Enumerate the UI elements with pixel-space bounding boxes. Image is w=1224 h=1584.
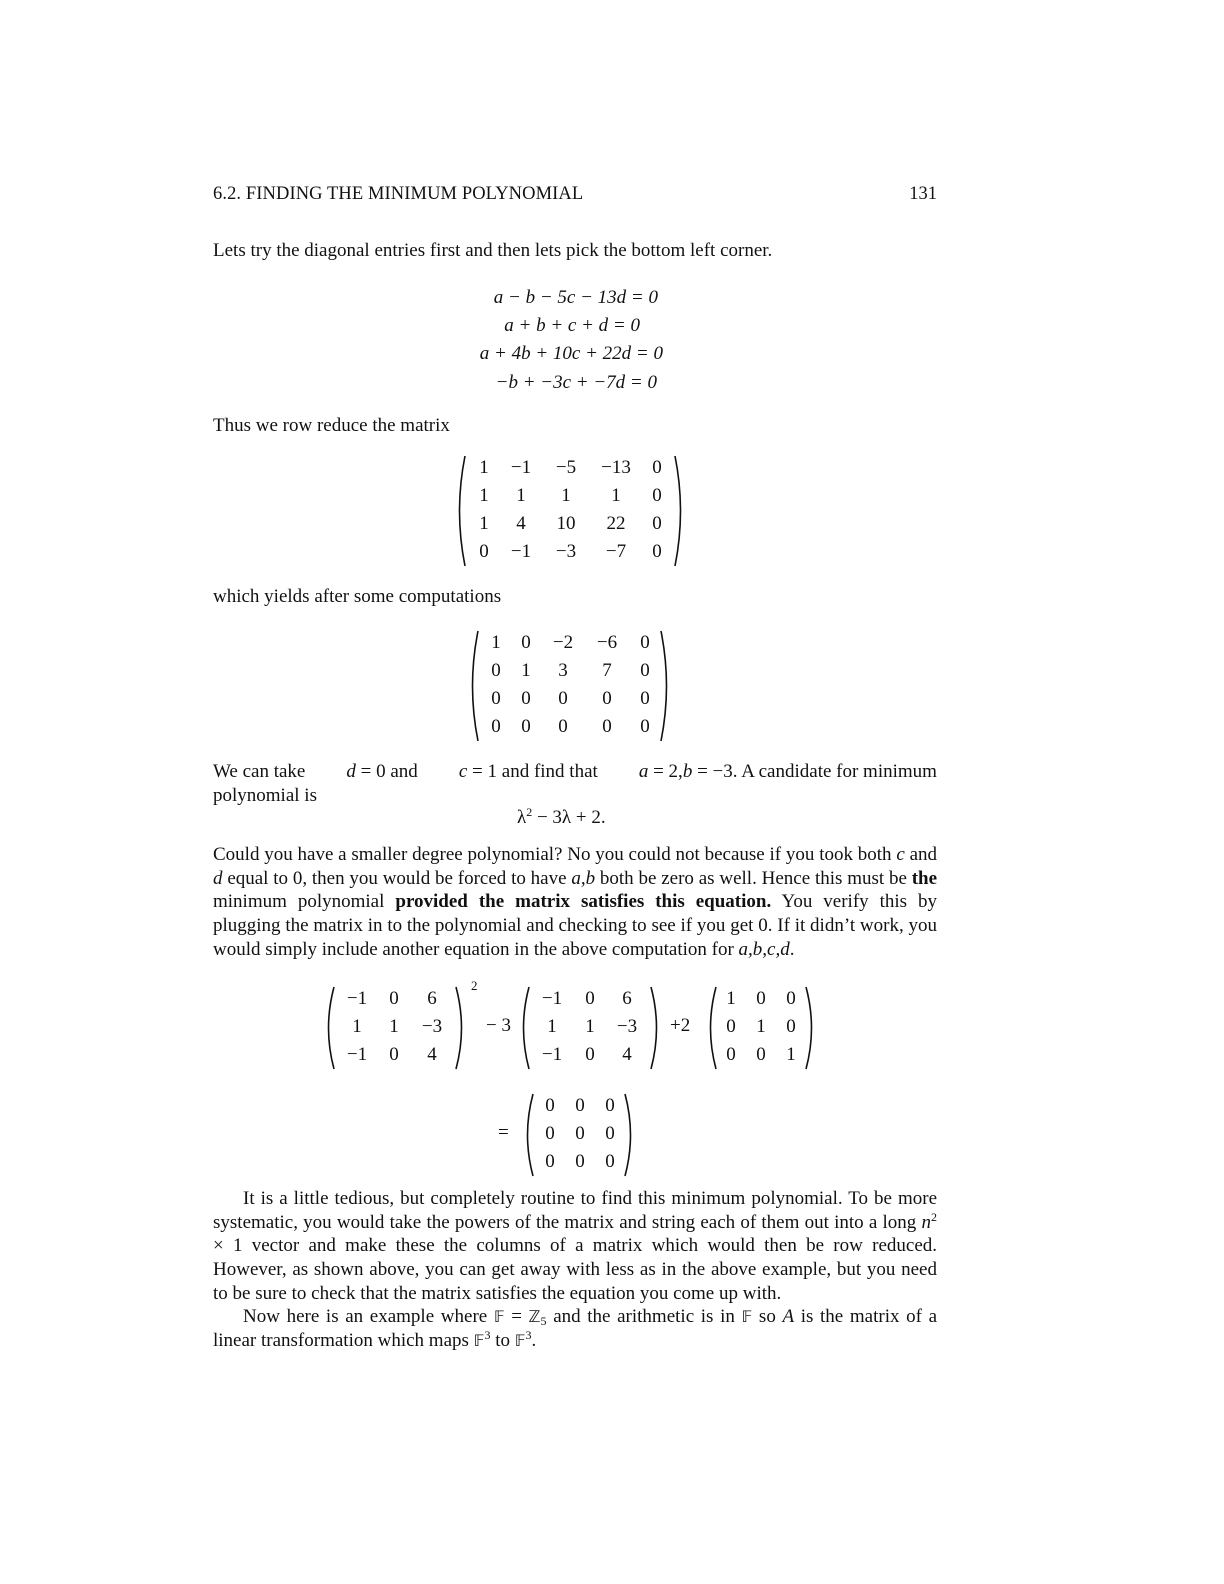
matrix2-cell: 0 — [558, 688, 568, 709]
matrix-a-square-cell: −1 — [346, 1044, 368, 1065]
matrix1-cell: 0 — [652, 513, 662, 534]
matrix-a-square-cell: 1 — [389, 1016, 399, 1037]
matrix-a-square-cell: 0 — [389, 1044, 399, 1065]
matrix1-cell: 0 — [652, 541, 662, 562]
matrix2-cell: 0 — [521, 688, 531, 709]
matrix-a-square-cell: −1 — [346, 988, 368, 1009]
equation-2: a + b + c + d = 0 — [504, 315, 640, 336]
matrix-identity-cell: 1 — [756, 1016, 766, 1037]
matrix2-cell: 0 — [602, 688, 612, 709]
matrix1-cell: −3 — [555, 541, 577, 562]
matrix-a-cell: 1 — [585, 1016, 595, 1037]
matrix2-cell: 3 — [558, 660, 568, 681]
page-number: 131 — [909, 184, 937, 204]
matrix-a-square-cell: 1 — [352, 1016, 362, 1037]
matrix1-cell: −7 — [605, 541, 627, 562]
tedious-paragraph: It is a little tedious, but completely routine to find this minimum polynomial. To be more systematic, you would take the powers of the matrix and string each of them out into a long $n^2 \times 1$ vector and make these the columns of a matrix which would then be row reduced. However, as shown above, you can get away with less as in the above example, but you need to be sure to check that the matrix satisfies the equation you come up with. — [213, 1188, 938, 1304]
running-header — [213, 184, 937, 210]
matrix-a-cell: −1 — [541, 1044, 563, 1065]
matrix-zero-cell: 0 — [605, 1095, 615, 1116]
matrix2-cell: −2 — [552, 632, 574, 653]
matrix-zero-cell: 0 — [575, 1151, 585, 1172]
matrix1-cell: 22 — [606, 513, 626, 534]
matrix1-cell: 1 — [479, 457, 489, 478]
matrix-zero-cell: 0 — [575, 1123, 585, 1144]
matrix-identity-cell: 0 — [756, 988, 766, 1009]
matrix1-cell: 1 — [479, 485, 489, 506]
matrix-a-cell: 6 — [622, 988, 632, 1009]
matrix-identity-cell: 0 — [756, 1044, 766, 1065]
matrix2-cell: −6 — [596, 632, 618, 653]
matrix2-cell: 0 — [491, 716, 501, 737]
discussion-paragraph: Could you have a smaller degree polynomial? No you could not because if you took both c and d equal to 0, then you would be forced to have a,b both be zero as well. Hence this must be the minimum polynomial provided the matrix satisfies this equation. You verify this by plugging the matrix in to the polynomial and checking to see if you get 0. If it didn’t work, you would simply include another equation in the above computation for a,b,c,d. — [213, 844, 938, 960]
equation-4: −b + −3c + −7d = 0 — [495, 372, 657, 393]
row-reduce-text: Thus we row reduce the matrix — [213, 415, 450, 436]
matrix2-cell: 0 — [491, 688, 501, 709]
example-paragraph: Now here is an example where 𝔽 = ℤ$_5$ and the arithmetic is in 𝔽 so A is the matrix of a linear transformation which maps 𝔽$^3$ to 𝔽$^3$. — [213, 1306, 938, 1351]
intro-text: Lets try the diagonal entries first and then lets pick the bottom left corner. — [213, 240, 773, 261]
equation-3: a + 4b + 10c + 22d = 0 — [479, 343, 663, 364]
matrix2-cell: 1 — [491, 632, 501, 653]
matrix2-cell: 0 — [491, 660, 501, 681]
matrix1-cell: 4 — [516, 513, 526, 534]
matrix-identity-cell: 1 — [726, 988, 736, 1009]
matrix-identity-cell: 0 — [786, 1016, 796, 1037]
matrix-a-square-cell: 0 — [389, 988, 399, 1009]
matrix1-cell: −5 — [555, 457, 577, 478]
matrix2-cell: 0 — [640, 660, 650, 681]
matrix2-cell: 0 — [558, 716, 568, 737]
matrix2-cell: 0 — [640, 716, 650, 737]
matrix1-cell: 0 — [652, 485, 662, 506]
matrix-zero-cell: 0 — [605, 1151, 615, 1172]
candidate-text: We can take d = 0 and c = 1 and find that a = 2,b = −3. A candidate for minimum polynomial is — [213, 761, 937, 806]
matrix-zero-cell: 0 — [545, 1123, 555, 1144]
matrix1-cell: 1 — [561, 485, 571, 506]
matrix1-cell: −1 — [510, 457, 532, 478]
matrix1-cell: 0 — [652, 457, 662, 478]
matrix2-cell: 0 — [521, 632, 531, 653]
matrix-zero-cell: 0 — [545, 1151, 555, 1172]
matrix-zero-cell: 0 — [605, 1123, 615, 1144]
matrix2-cell: 0 — [521, 716, 531, 737]
matrix2-cell: 7 — [602, 660, 612, 681]
matrix-identity-cell: 0 — [726, 1044, 736, 1065]
matrix-a-cell: 4 — [622, 1044, 632, 1065]
matrix2-cell: 1 — [521, 660, 531, 681]
matrix-zero-cell: 0 — [545, 1095, 555, 1116]
matrix-a-square-cell: −3 — [421, 1016, 443, 1037]
matrix-a-cell: 1 — [547, 1016, 557, 1037]
matrix-identity-cell: 1 — [786, 1044, 796, 1065]
minus-three: − 3 — [486, 1015, 511, 1036]
matrix1-cell: 10 — [556, 513, 576, 534]
section-title: 6.2. FINDING THE MINIMUM POLYNOMIAL — [213, 184, 584, 204]
yields-text: which yields after some computations — [213, 586, 502, 607]
matrix2-cell: 0 — [640, 632, 650, 653]
matrix-a-cell: 0 — [585, 988, 595, 1009]
matrix1-cell: −13 — [601, 457, 631, 478]
plus-two: +2 — [670, 1015, 691, 1036]
square-exponent: 2 — [471, 978, 478, 993]
matrix1-cell: 1 — [611, 485, 621, 506]
matrix-zero-cell: 0 — [575, 1095, 585, 1116]
matrix2-cell: 0 — [640, 688, 650, 709]
matrix-a-cell: −3 — [616, 1016, 638, 1037]
matrix-a-square-cell: 6 — [427, 988, 437, 1009]
matrix-a-square-cell: 4 — [427, 1044, 437, 1065]
matrix1-cell: −1 — [510, 541, 532, 562]
matrix1-cell: 1 — [516, 485, 526, 506]
equation-1: a − b − 5c − 13d = 0 — [493, 287, 658, 308]
matrix-a-cell: 0 — [585, 1044, 595, 1065]
matrix-identity-cell: 0 — [726, 1016, 736, 1037]
matrix1-cell: 0 — [479, 541, 489, 562]
matrix-identity-cell: 0 — [786, 988, 796, 1009]
matrix2-cell: 0 — [602, 716, 612, 737]
equals-sign: = — [498, 1122, 509, 1143]
candidate-polynomial: $\lambda^2 - 3\lambda + 2$. — [517, 805, 606, 828]
matrix1-cell: 1 — [479, 513, 489, 534]
matrix-a-cell: −1 — [541, 988, 563, 1009]
